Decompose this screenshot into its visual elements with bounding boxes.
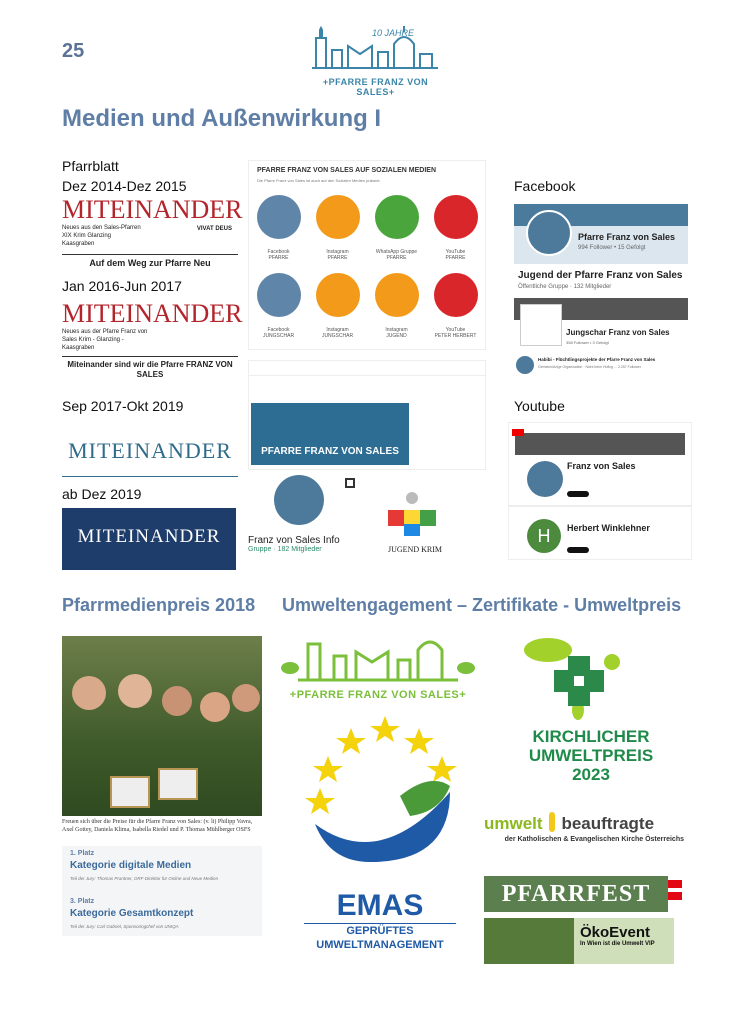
page-avatar [526, 210, 572, 256]
subscribe-button[interactable] [567, 547, 589, 553]
trees-photo [484, 918, 574, 964]
channel-sub: PFARRE [327, 255, 348, 261]
channel-circle-icon [257, 195, 301, 239]
facebook-heading: Facebook [514, 178, 576, 194]
parish-logo [308, 24, 443, 97]
okoevent-logo [574, 918, 674, 964]
oko-sub: In Wien ist die Umwelt VIP [580, 941, 655, 947]
emas-sub: UMWELTMANAGEMENT [316, 939, 444, 951]
skyline-icon [308, 24, 443, 72]
channel-sub: PFARRE [386, 255, 407, 261]
jungschar-card [514, 298, 688, 348]
umweltbeauftragte-logo [484, 812, 684, 858]
channel-circle-icon [257, 273, 301, 317]
habibi-meta: Gemeinnützige Organisation · Nicht beim Hofing ... 2.257 Follower [538, 365, 641, 369]
website-banner [251, 403, 409, 465]
social-channel[interactable] [428, 273, 484, 339]
tagline: Auf dem Weg zur Pfarre Neu [62, 254, 238, 268]
youtube-channel-card [508, 422, 692, 506]
group-avatar [274, 475, 324, 525]
habibi-avatar [516, 356, 534, 374]
channel-label: YouTube [445, 249, 466, 255]
website-screenshot [248, 360, 486, 470]
habibi-name: Habibi - Flüchtlingsprojekte der Pfarre Franz von Sales [538, 357, 656, 362]
page-meta: 994 Follower • 15 Gefolgt [578, 245, 646, 251]
award-jury: Teil der Jury: Carl Gabriel, Sponsoringchef von UNIQA [70, 924, 179, 929]
channel-banner [515, 433, 685, 455]
umwelt-heading: Umweltengagement – Zertifikate - Umweltpreis [282, 595, 682, 615]
pfarrblatt-heading: Pfarrblatt [62, 158, 119, 174]
beauf-sub: der Katholischen & Evangelischen Kirche Österreichs [504, 836, 684, 843]
period-label: ab Dez 2019 [62, 486, 142, 502]
period-label: Jan 2016-Jun 2017 [62, 278, 182, 294]
channel-label: WhatsApp Gruppe [375, 249, 418, 255]
jugend-group-name: Jugend der Pfarre Franz von Sales [518, 270, 683, 281]
leaf-cross-icon [498, 632, 684, 722]
award-place: 3. Platz [70, 898, 95, 905]
masthead-sub: Neues aus den Sales-Pfarren XIX Krim Glanzing Kaasgraben [62, 225, 141, 247]
social-title: PFARRE FRANZ VON SALES AUF SOZIALEN MEDIEN [257, 167, 437, 174]
group-meta: Gruppe · 182 Mitglieder [248, 546, 322, 553]
jungschar-name: Jungschar Franz von Sales [566, 328, 670, 337]
pfarrfest-banner [484, 876, 668, 912]
award-category: Kategorie digitale Medien [70, 860, 192, 871]
group-name: Franz von Sales Info [248, 535, 340, 546]
channel-label: Facebook [267, 249, 290, 255]
masthead-title: MITEINANDER [68, 438, 232, 463]
page-number: 25 [62, 40, 85, 62]
period-label: Sep 2017-Okt 2019 [62, 398, 184, 414]
social-channel[interactable] [251, 273, 307, 339]
anniversary-text: 10 JAHRE [372, 28, 415, 38]
award-list [62, 846, 262, 936]
jugend-krim-logo [380, 488, 450, 558]
channel-circle-icon [316, 273, 360, 317]
emas-sub: GEPRÜFTES [346, 925, 414, 937]
puzzle-icon [380, 488, 450, 540]
medienpreis-heading: Pfarrmedienpreis 2018 [62, 595, 256, 615]
social-channel[interactable] [428, 195, 484, 261]
preis-year: 2023 [572, 765, 610, 784]
social-media-panel [248, 160, 486, 350]
channel-name: Herbert Winklehner [567, 523, 650, 533]
channel-sub: JUGEND [386, 333, 407, 339]
tagline: Miteinander sind wir die Pfarre FRANZ VON SALES [62, 356, 238, 380]
channel-sub: JUNGSCHAR [262, 333, 295, 339]
social-row [249, 273, 485, 339]
preis-line: UMWELTPREIS [528, 746, 654, 765]
channel-label: YouTube [445, 327, 466, 333]
facebook-page-card [514, 204, 688, 264]
channel-sub: PFARRE [268, 255, 289, 261]
channel-name: Franz von Sales [567, 461, 636, 471]
masthead-sub: Neues aus der Pfarre Franz von Sales Krim - Glanzing - Kaasgraben [62, 329, 148, 351]
social-row [249, 195, 485, 261]
qr-icon [345, 478, 355, 488]
green-parish-logo [278, 632, 478, 704]
channel-circle-icon [316, 195, 360, 239]
period-label: Dez 2014-Dez 2015 [62, 178, 187, 194]
masthead-2014 [62, 195, 243, 270]
emas-title: EMAS [336, 889, 424, 922]
beauf-a: umwelt [484, 814, 543, 833]
channel-sub: JUNGSCHAR [321, 333, 354, 339]
social-channel[interactable] [251, 195, 307, 261]
preis-line: KIRCHLICHER [532, 727, 650, 746]
channel-circle-icon [375, 195, 419, 239]
emas-logo [300, 712, 460, 962]
social-channel[interactable] [369, 273, 425, 339]
channel-avatar [527, 461, 563, 497]
channel-circle-icon [375, 273, 419, 317]
channel-label: Instagram [326, 249, 349, 255]
vienna-flag-icon [668, 880, 682, 900]
social-intro: Die Pfarre Franz von Sales ist auch auf den Sozialen Medien präsent. [257, 178, 381, 183]
photo-caption: Freuen sich über die Preise für die Pfarre Franz von Sales: (v. li) Philipp Vavra, Axel Gottey, Daniela Klima, Isabella Riedel und P. Thomas Mühlberger OSFS [62, 819, 253, 833]
motto: VIVAT DEUS [196, 226, 232, 232]
award-category: Kategorie Gesamtkonzept [70, 908, 194, 919]
social-channel[interactable] [310, 273, 366, 339]
page-name: Pfarre Franz von Sales [578, 232, 676, 242]
habibi-card [514, 354, 688, 380]
masthead-2017 [62, 422, 238, 477]
masthead-title: MITEINANDER [77, 526, 221, 547]
green-logo-caption: +PFARRE FRANZ VON SALES+ [289, 689, 467, 701]
jungschar-logo [520, 304, 562, 346]
channel-label: Facebook [267, 327, 290, 333]
candle-icon [549, 812, 555, 832]
award-place: 1. Platz [70, 850, 95, 857]
jungschar-meta: 358 Follower • 3 Gefolgt [566, 340, 609, 345]
eu-stars-icon [300, 712, 460, 872]
youtube-logo-icon [512, 429, 524, 436]
subscribe-button[interactable] [567, 491, 589, 497]
channel-label: Instagram [385, 327, 408, 333]
green-skyline-icon [278, 632, 478, 684]
channel-sub: PFARRE [445, 255, 466, 261]
logo-caption: +PFARRE FRANZ VON SALES+ [322, 77, 429, 97]
social-channel[interactable] [310, 195, 366, 261]
award-jury: Teil der Jury: Thomas Prantner, ORF-Direktor für Online und Neue Medien [70, 876, 219, 881]
channel-sub: PETER HERBERT [434, 333, 477, 339]
umweltpreis-logo [498, 632, 684, 802]
masthead-2019 [62, 508, 236, 570]
masthead-title: MITEINANDER [62, 299, 243, 328]
oko-title: ÖkoEvent [580, 924, 651, 941]
beauf-b: beauftragte [561, 814, 655, 833]
social-channel[interactable] [369, 195, 425, 261]
award-photo [62, 636, 262, 816]
facebook-group [248, 475, 358, 565]
jugend-group-meta: Öffentliche Gruppe · 132 Mitglieder [518, 284, 612, 290]
channel-circle-icon [434, 195, 478, 239]
masthead-2016 [62, 299, 243, 386]
youtube-channel-card [508, 506, 692, 560]
page-title: Medien und Außenwirkung I [62, 105, 382, 132]
banner-text: PFARRE FRANZ VON SALES [261, 446, 399, 457]
channel-circle-icon [434, 273, 478, 317]
pfarrfest-title: PFARRFEST [501, 881, 651, 907]
channel-avatar: H [527, 519, 561, 553]
channel-label: Instagram [326, 327, 349, 333]
youtube-heading: Youtube [514, 398, 565, 414]
jugend-label: JUGEND KRIM [388, 545, 442, 554]
masthead-title: MITEINANDER [62, 195, 243, 224]
